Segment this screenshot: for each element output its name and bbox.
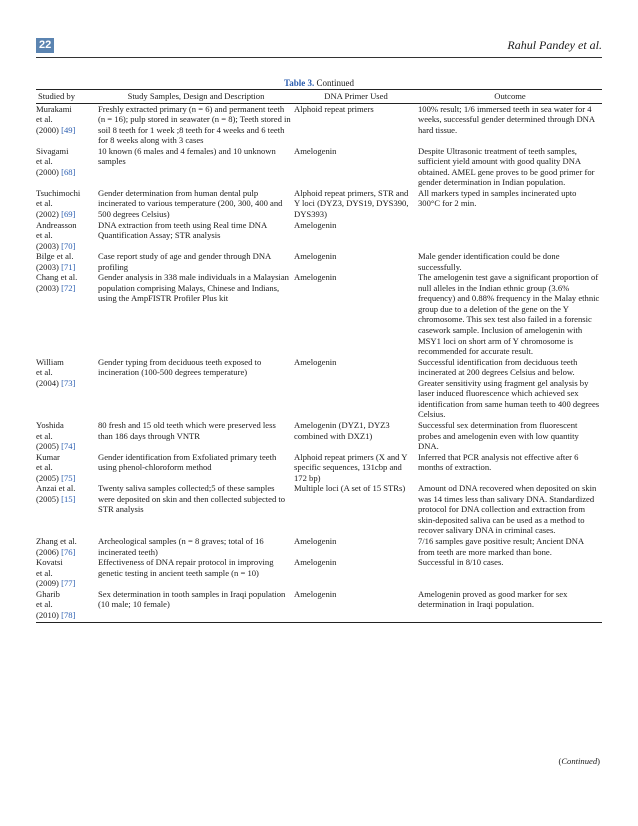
cell-primer: Amelogenin [294,219,337,230]
author-name: Zhang et al. [36,535,77,546]
table-row [36,420,602,452]
citation-link[interactable]: [70] [61,240,76,251]
cell-samples: Case report study of age and gender through DNA profiling [98,251,271,272]
cell-studied-by [36,146,98,188]
cell-outcome: Inferred that PCR analysis not effective after 6 months of extraction. [418,451,579,473]
cell-studied-by [36,536,98,557]
cell-outcome: Amount od DNA recovered when deposited on skin was 14 times less than salivary DNA. Standardized protocol for DNA collection and extraction from skin-deposited saliva can be used as a method to recover salivary DNA in criminal cases. [418,483,597,536]
cell-samples: Gender determination from human dental pulp incinerated to various temperature (200, 300, 400 and 500 degrees Celsius) [98,187,283,220]
cell-primer: Amelogenin [294,272,337,283]
header-rule [36,57,602,58]
cell-samples: Gender typing from deciduous teeth exposed to incineration (100-500 degrees temperature) [98,356,262,378]
cell-outcome: The amelogenin test gave a significant proportion of null alleles in the Indian ethnic group (3.6% frequency) and 0.88% frequency in the Malay ethnic group due to a deletion of the gene on the Y chromosome. This sex test also failed in a forensic casework sample. Inclusion of amelogenin with MSY1 loci on short arm of Y chromosome is recommended for accurate result. [418,272,600,357]
author-name: William et al. [36,356,64,378]
cell-samples: Freshly extracted primary (n = 6) and permanent teeth (n = 16); pulp stored in seawater (n = 8); Teeth stored in soil 8 teeth for 1 week ;8 teeth for 4 weeks and 6 teeth for 8 weeks along with 3 cases [98,103,291,146]
author-name: Yoshida et al. [36,419,64,441]
author-name: Andreasson et al. [36,219,77,241]
cell-outcome: Amelogenin proved as good marker for sex determination in Iraqi population. [418,589,602,623]
author-name: Kumar et al. [36,451,60,473]
cell-studied-by [36,557,98,589]
table-header-row [36,90,602,104]
year: (2000) [36,166,59,177]
running-head: Rahul Pandey et al. [507,38,602,52]
table-row [36,557,602,589]
year: (2004) [36,377,59,388]
citation-link[interactable]: [68] [61,166,76,177]
cell-primer: Amelogenin [294,356,337,367]
cell-primer: Alphoid repeat primers [294,103,374,114]
cell-outcome: Successful sex determination from fluorescent probes and amelogenin even with low quantity DNA. [418,419,579,452]
citation-link[interactable]: [72] [61,282,76,293]
author-name: Murakami et al. [36,103,72,125]
col-header-samples: Study Samples, Design and Description [98,90,294,104]
cell-studied-by [36,452,98,484]
author-name: Tsuchimochi et al. [36,187,81,209]
table-row [36,272,602,356]
table-row [36,103,602,146]
cell-primer: Amelogenin [294,145,337,156]
citation-link[interactable]: [73] [61,377,76,388]
cell-studied-by [36,420,98,452]
cell-outcome: Male gender identification could be done successfully. [418,251,560,272]
author-name: Bilge et al. [36,251,74,262]
col-header-studied-by: Studied by [36,90,98,104]
citation-link[interactable]: [76] [61,546,76,557]
cell-samples: 80 fresh and 15 old teeth which were preserved less than 186 days through VNTR [98,419,276,441]
cell-primer: Amelogenin [294,557,337,568]
cell-samples: Sex determination in tooth samples in Iraqi population (10 male; 10 female) [98,589,294,623]
year: (2006) [36,546,59,557]
year: (2002) [36,209,59,220]
cell-samples: 10 known (6 males and 4 females) and 10 unknown samples [98,145,276,167]
year: (2010) [36,609,59,620]
cell-studied-by [36,188,98,220]
author-name: Kovatsi et al. [36,557,63,578]
table-row [36,220,602,252]
cell-outcome: 7/16 samples gave positive result; Ancient DNA from teeth are more marked than bone. [418,535,584,557]
col-header-outcome: Outcome [418,90,602,104]
citation-link[interactable]: [75] [61,472,76,483]
cell-primer: Alphoid repeat primers, STR and Y loci (DYZ3, DYS19, DYS390, DYS393) [294,187,409,220]
cell-samples: Gender identification from Exfoliated primary teeth using phenol-chloroform method [98,451,277,473]
cell-studied-by [36,251,98,272]
year: (2000) [36,124,59,135]
year: (2005) [36,441,59,452]
table-row [36,452,602,484]
cell-outcome: All markers typed in samples incinerated upto 300°C for 2 min. [418,187,577,209]
cell-samples: Gender analysis in 338 male individuals in a Malaysian population comprising Malays, Chinese and Indians, using the AmpFISTR Profiler Plus kit [98,272,289,304]
cell-outcome [418,220,602,252]
cell-outcome: Successful in 8/10 cases. [418,557,504,568]
cell-primer: Multiple loci (A set of 15 STRs) [294,483,406,494]
cell-primer: Amelogenin (DYZ1, DYZ3 combined with DXZ1) [294,419,390,441]
table-row [36,188,602,220]
citation-link[interactable]: [77] [61,578,76,589]
author-name: Gharib et al. [36,588,60,610]
table-row [36,357,602,420]
year: (2009) [36,578,59,589]
cell-studied-by [36,103,98,146]
cell-studied-by [36,357,98,420]
year: (2005) [36,472,59,483]
table-label: Table 3. [284,78,315,88]
citation-link[interactable]: [74] [61,441,76,452]
citation-link[interactable]: [71] [61,261,76,272]
citation-link[interactable]: [78] [61,609,76,620]
col-header-primer: DNA Primer Used [294,90,418,104]
cell-samples: DNA extraction from teeth using Real time DNA Quantification Assay; STR analysis [98,219,267,241]
cell-outcome: 100% result; 1/6 immersed teeth in sea water for 4 weeks, successful gender determined through DNA hard tissue. [418,103,595,135]
cell-samples: Archeological samples (n = 8 graves; total of 16 incinerated teeth) [98,535,264,557]
cell-studied-by [36,220,98,252]
author-name: Chang et al. [36,272,78,283]
citation-link[interactable]: [15] [61,493,76,504]
year: (2003) [36,282,59,293]
table-row [36,483,602,536]
cell-outcome: Despite Ultrasonic treatment of teeth samples, sufficient yield amount with good quality DNA obtained. AMEL gene proves to be good primer for gender determination in Indian population. [418,145,595,188]
table-caption-text: Continued [314,78,354,88]
table-body [36,103,602,623]
cell-studied-by [36,272,98,356]
cell-samples: Effectiveness of DNA repair protocol in improving genetic testing in ancient teeth sample (n = 10) [98,557,274,578]
table-row [36,536,602,557]
citation-link[interactable]: [69] [61,209,76,220]
year: (2003) [36,261,59,272]
year: (2003) [36,240,59,251]
cell-primer: Amelogenin [294,535,337,546]
cell-studied-by [36,589,98,623]
citation-link[interactable]: [49] [61,124,76,135]
author-name: Sivagami et al. [36,145,69,167]
table-caption [0,78,638,89]
data-table [36,89,602,623]
table-row [36,146,602,188]
cell-outcome: Successful identification from deciduous teeth incinerated at 200 degrees Celsius and below. Greater sensitivity using fragment gel analysis by laser induced fluorescence which achieved sex identification from same human teeth to 400 degrees Celsius. [418,356,600,420]
page-number: 22 [36,38,54,53]
continued-note: (Continued) [558,756,600,766]
cell-samples: Twenty saliva samples collected;5 of these samples were deposited on skin and then collected subjected to STR analysis [98,483,286,515]
table-row [36,589,602,623]
cell-primer: Alphoid repeat primers (X and Y specific sequences, 131cbp and 172 bp) [294,451,408,483]
cell-primer: Amelogenin [294,251,337,262]
year: (2005) [36,493,59,504]
author-name: Anzai et al. [36,483,76,494]
continued-label: Continued [561,756,598,766]
cell-studied-by [36,483,98,536]
cell-primer: Amelogenin [294,589,418,623]
table-row [36,251,602,272]
